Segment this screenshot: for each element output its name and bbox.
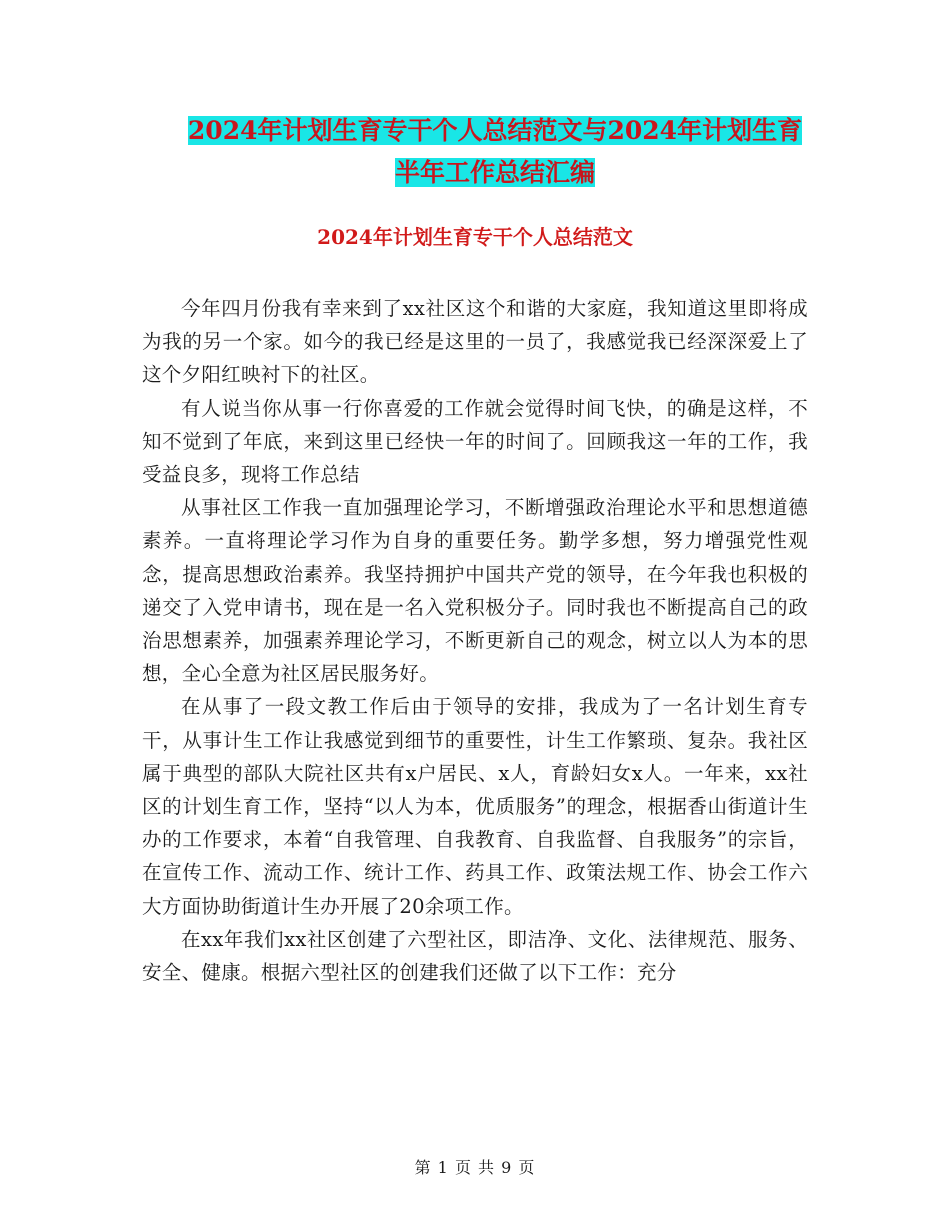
paragraph: 在xx年我们xx社区创建了六型社区，即洁净、文化、法律规范、服务、安全、健康。根据六型社区的创建我们还做了以下工作：充分 <box>142 927 808 985</box>
paragraph: 在从事了一段文教工作后由于领导的安排，我成为了一名计划生育专干，从事计生工作让我感觉到细节的重要性，计生工作繁琐、复杂。我社区属于典型的部队大院社区共有x户居民、x人，育龄妇女x人。一年来，xx社区的计划生育工作，坚持“以人为本，优质服务”的理念，根据香山街道计生办的工作要求，本着“自我管理、自我教育、自我监督、自我服务”的宗旨，在宣传工作、流动工作、统计工作、药具工作、政策法规工作、协会工作六大方面协助街道计生办开展了20余项工作。 <box>142 695 808 918</box>
page-footer: 第 1 页 共 9 页 <box>414 1158 536 1177</box>
paragraph: 今年四月份我有幸来到了xx社区这个和谐的大家庭，我知道这里即将成为我的另一个家。如今的我已经是这里的一员了，我感觉我已经深深爱上了这个夕阳红映衬下的社区。 <box>142 297 808 387</box>
document-title <box>140 110 850 194</box>
document-title-line-1: 2024年计划生育专干个人总结范文与2024年计划生育 <box>187 116 803 145</box>
document-body <box>142 292 808 989</box>
document-title-line-2: 半年工作总结汇编 <box>394 158 595 187</box>
paragraph: 从事社区工作我一直加强理论学习，不断增强政治理论水平和思想道德素养。一直将理论学习作为自身的重要任务。勤学多想，努力增强党性观念，提高思想政治素养。我坚持拥护中国共产党的领导，在今年我也积极的递交了入党申请书，现在是一名入党积极分子。同时我也不断提高自己的政治思想素养，加强素养理论学习，不断更新自己的观念，树立以人为本的思想，全心全意为社区居民服务好。 <box>142 496 808 686</box>
paragraph: 有人说当你从事一行你喜爱的工作就会觉得时间飞快，的确是这样，不知不觉到了年底，来到这里已经快一年的时间了。回顾我这一年的工作，我受益良多，现将工作总结 <box>142 396 808 487</box>
section-title: 2024年计划生育专干个人总结范文 <box>317 225 633 249</box>
